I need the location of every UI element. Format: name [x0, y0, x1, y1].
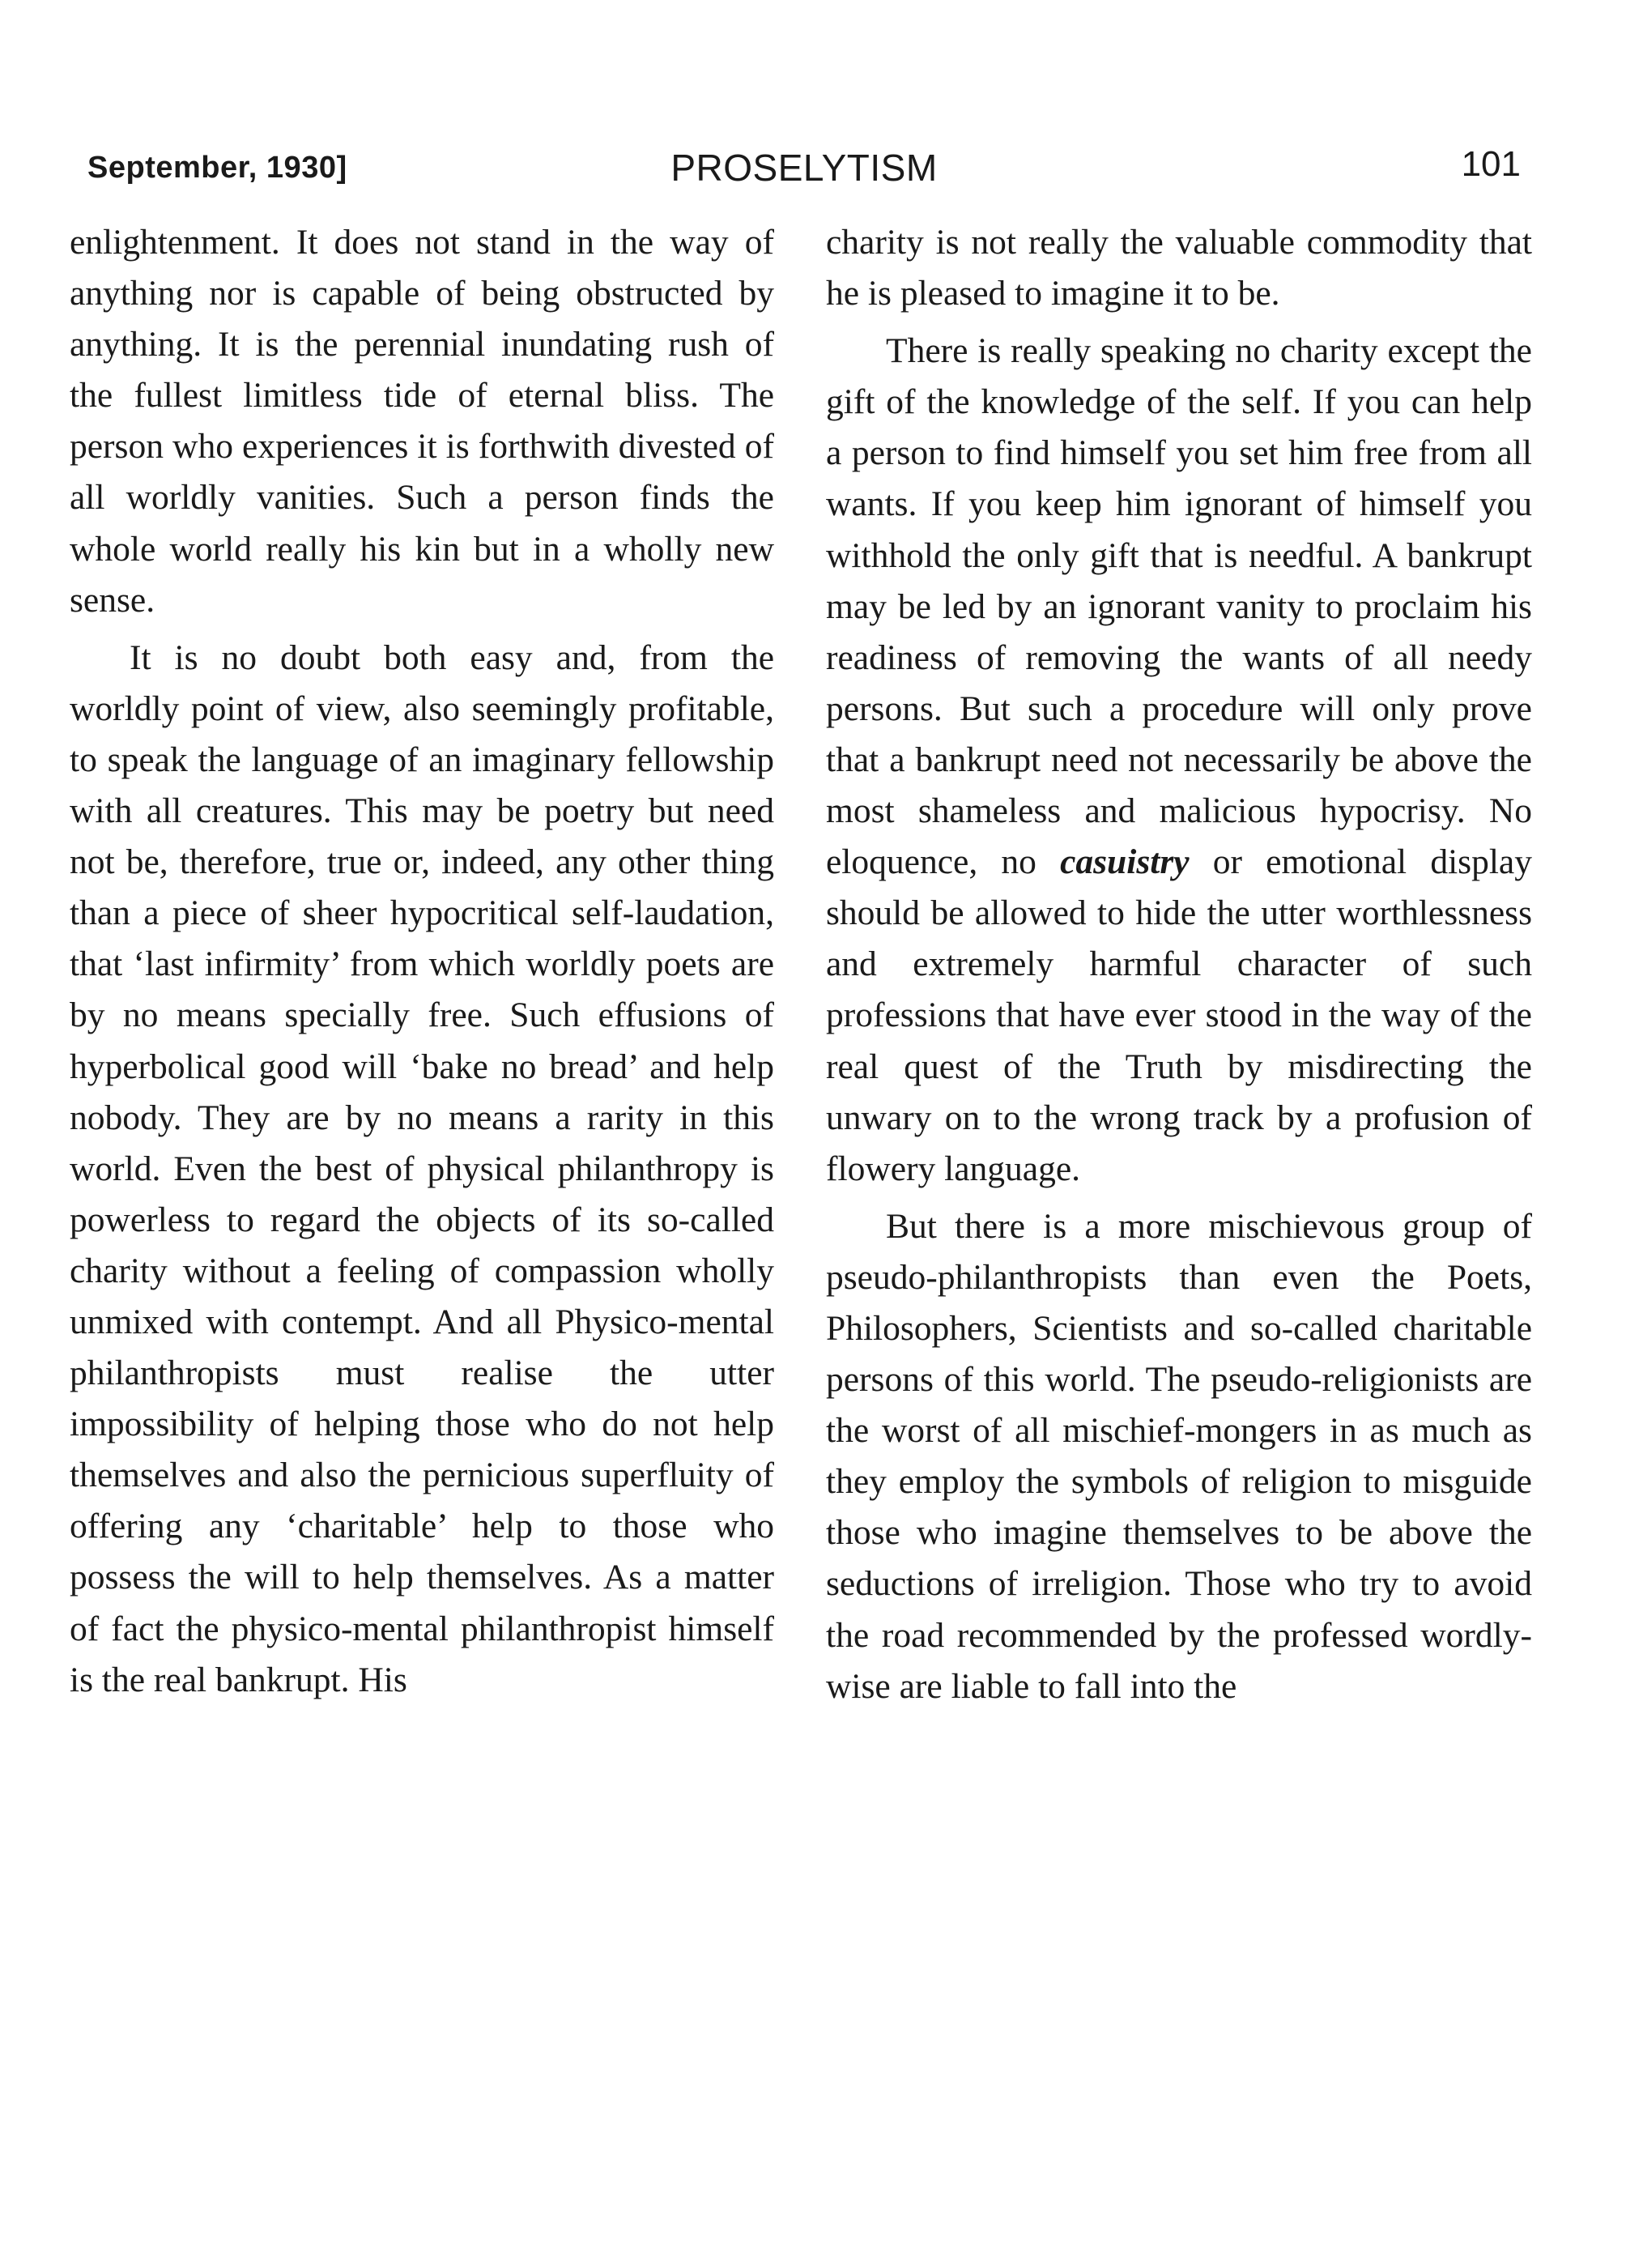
left-column — [70, 217, 774, 1712]
issue-date: September, 1930] — [87, 151, 347, 185]
right-paragraph-2-start: There is really speaking no charity except the gift of the knowledge of the self. If you can help a person to find himself you set him free from all wants. If you keep him ignorant of himself you withhold the only gift that is needful. A bankrupt may be led by an ignorant vanity to proclaim his readiness of removing the wants of all needy persons. But such a procedure will only prove that a bankrupt need not necessarily be above the most shameless and malicious hypocrisy. No eloquence, no — [826, 331, 1532, 882]
left-paragraph-2: It is no doubt both easy and, from the worldly point of view, also seemingly profitable, to speak the language of an imaginary fellowship with all creatures. This may be poetry but need not be, therefore, true or, indeed, any other thing than a piece of sheer hypocritical self-laudation, that ‘last infirmity’ from which worldly poets are by no means specially free. Such effusions of hyperbolical good will ‘bake no bread’ and help nobody. They are by no means a rarity in this world. Even the best of physical philanthropy is powerless to regard the objects of its so-called charity without a feeling of compassion wholly unmixed with contempt. And all Physico-mental philanthropists must realise the utter impossibility of helping those who do not help themselves and also the pernicious superfluity of offering any ‘charitable’ help to those who possess the will to help themselves. As a matter of fact the physico-mental philanthropist himself is the real bankrupt. His — [70, 637, 774, 1699]
page-number: 101 — [1461, 144, 1521, 184]
right-column — [826, 217, 1532, 1719]
right-paragraph-2-end: or emotional display should be allowed to hide the utter worthlessness and extremely harmful character of such professions that have ever stood in the way of the real quest of the Truth by misdirecting the unwary on to the wrong track by a profusion of flowery language. — [826, 842, 1532, 1188]
page-title: PROSELYTISM — [670, 147, 938, 189]
right-paragraph-3: But there is a more mischievous group of pseudo-philanthropists than even the Poets, Philosophers, Scientists and so-called charitable persons of this world. The pseudo-religionists are the worst of all mischief-mongers in as much as they employ the symbols of religion to misguide those who imagine themselves to be above the seductions of irreligion. Those who try to avoid the road recommended by the professed wordly-wise are liable to fall into the — [826, 1206, 1532, 1706]
italic-word-casuistry: casuistry — [1060, 842, 1190, 882]
left-paragraph-1: enlightenment. It does not stand in the way of anything nor is capable of being obstructed by anything. It is the perennial inundating rush of the fullest limitless tide of eternal bliss. The person who experiences it is forthwith divested of all worldly vanities. Such a person finds the whole world really his kin but in a wholly new sense. — [70, 223, 774, 620]
right-paragraph-1: charity is not really the valuable commodity that he is pleased to imagine it to be. — [826, 223, 1532, 313]
running-header — [87, 144, 1521, 193]
right-paragraph-2 — [826, 326, 1532, 1195]
